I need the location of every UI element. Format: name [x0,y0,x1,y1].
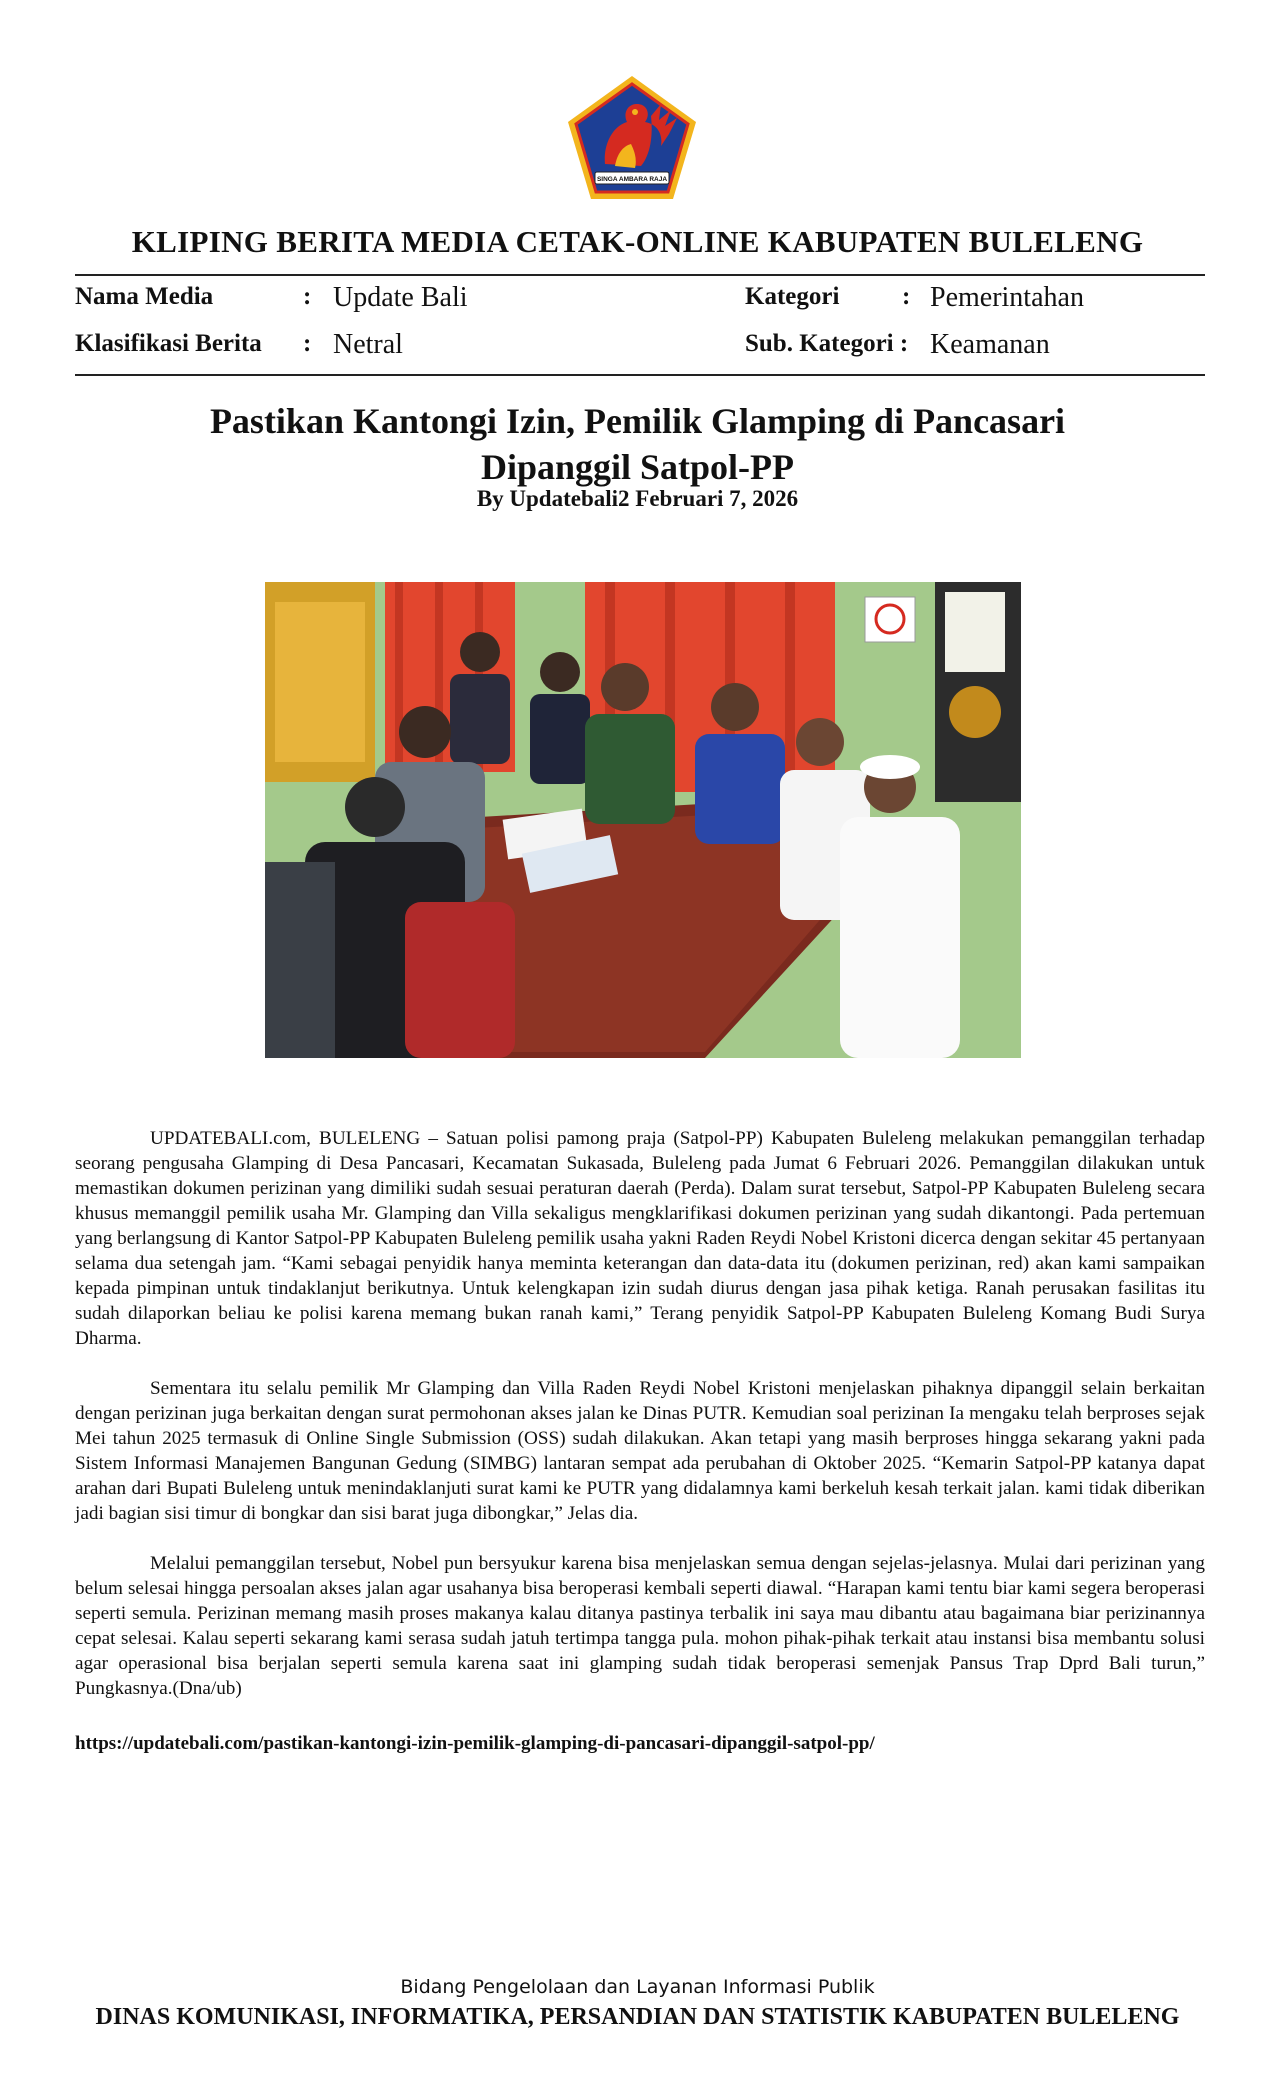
article-paragraph-1: UPDATEBALI.com, BULELENG – Satuan polisi pamong praja (Satpol-PP) Kabupaten Buleleng melakukan pemanggilan terhadap seorang pengusaha Glamping di Desa Pancasari, Kecamatan Sukasada, Buleleng pada Jumat 6 Februari 2026. Pemanggilan dilakukan untuk memastikan dokumen perizinan yang dimiliki sudah sesuai peraturan daerah (Perda). Dalam surat tersebut, Satpol-PP Kabupaten Buleleng secara khusus memanggil pemilik usaha Mr. Glamping dan Villa sekaligus mengklarifikasi dokumen perizinan yang sudah dikantongi. Pada pertemuan yang berlangsung di Kantor Satpol-PP Kabupaten Buleleng pemilik usaha yakni Raden Reydi Nobel Kristoni dicerca dengan sekitar 45 pertanyaan selama dua setengah jam. “Kami sebagai penyidik hanya meminta keterangan dan data-data itu (dokumen perizinan, red) akan kami sampaikan kepada pimpinan untuk tindaklanjut berikutnya. Untuk kelengkapan izin sudah diurus dengan jasa pihak ketiga. Ranah perusakan fasilitas itu sudah dilaporkan beliau ke polisi karena memang bukan ranah kami,” Terang penyidik Satpol-PP Kabupaten Buleleng Komang Budi Surya Dharma. [75,1128,1205,1349]
nama-media-value: Update Bali [333,282,468,313]
source-url-link[interactable]: https://updatebali.com/pastikan-kantongi-izin-pemilik-glamping-di-pancasari-dipanggil-satpol-pp/ [75,1733,875,1754]
buleleng-emblem-logo [565,74,699,202]
clipping-header-title: KLIPING BERITA MEDIA CETAK-ONLINE KABUPATEN BULELENG [131,224,1144,259]
footer-division-name: Bidang Pengelolaan dan Layanan Informasi Publik [400,1976,875,1998]
logo-motto-text: SINGA AMBARA RAJA [596,176,668,183]
article-body [75,1126,1205,1726]
article-title [100,398,1175,490]
article-paragraph-3: Melalui pemanggilan tersebut, Nobel pun bersyukur karena bisa menjelaskan semua dengan sejelas-jelasnya. Mulai dari perizinan yang belum selesai hingga persoalan akses jalan agar usahanya bisa beroperasi kembali seperti diawal. “Harapan kami tentu biar kami segera beroperasi seperti semula. Perizinan memang masih proses makanya kalau ditanya pastinya terbalik ini saya mau dibantu atau bagaimana biar perizinannya cepat selesai. Kalau seperti sekarang kami serasa sudah jatuh tertimpa tangga pula. mohon pihak-pihak terkait atau instansi bisa membantu solusi agar operasional bisa berjalan seperti semula karena saat ini glamping sudah tidak beroperasi semenjak Pansus Trap Dprd Bali turun,” Pungkasnya.(Dna/ub) [75,1553,1205,1699]
article-paragraph-2: Sementara itu selalu pemilik Mr Glamping dan Villa Raden Reydi Nobel Kristoni menjelaskan pihaknya dipanggil selain berkaitan dengan perizinan juga berkaitan dengan surat permohonan akses jalan ke Dinas PUTR. Kemudian soal perizinan Ia mengaku telah berproses sejak Mei tahun 2025 termasuk di Online Single Submission (OSS) sudah dilakukan. Akan tetapi yang masih berproses hingga sekarang yakni pada Sistem Informasi Manajemen Bangunan Gedung (SIMBG) lantaran sempat ada perubahan di Oktober 2025. “Kemarin Satpol-PP katanya dapat arahan dari Bupati Buleleng untuk menindaklanjuti surat kami ke PUTR yang didalamnya kami berkeluh kesah terkait jalan. kami tidak diberikan jadi bagian sisi timur di bongkar dan sisi barat juga dibongkar,” Jelas dia. [75,1378,1205,1524]
sub-kategori-label: Sub. Kategori : [745,330,909,357]
kategori-label: Kategori [745,283,840,310]
bottom-divider [75,374,1205,376]
klasifikasi-berita-label: Klasifikasi Berita [75,330,262,357]
kategori-value: Pemerintahan [930,282,1084,313]
nama-media-colon: : [303,283,312,310]
article-title-line-1: Pastikan Kantongi Izin, Pemilik Glamping di Pancasari [209,401,1066,441]
klasifikasi-berita-value: Netral [333,329,403,360]
nama-media-label: Nama Media [75,283,214,310]
article-title-line-2: Dipanggil Satpol-PP [480,447,795,487]
article-byline: By Updatebali2 Februari 7, 2026 [476,486,799,511]
klasifikasi-colon: : [303,330,312,357]
kategori-colon: : [902,283,911,310]
top-divider [75,274,1205,276]
footer-agency-name: DINAS KOMUNIKASI, INFORMATIKA, PERSANDIAN DAN STATISTIK KABUPATEN BULELENG [95,2004,1180,2030]
article-photo [265,582,1021,1058]
sub-kategori-value: Keamanan [930,329,1050,360]
